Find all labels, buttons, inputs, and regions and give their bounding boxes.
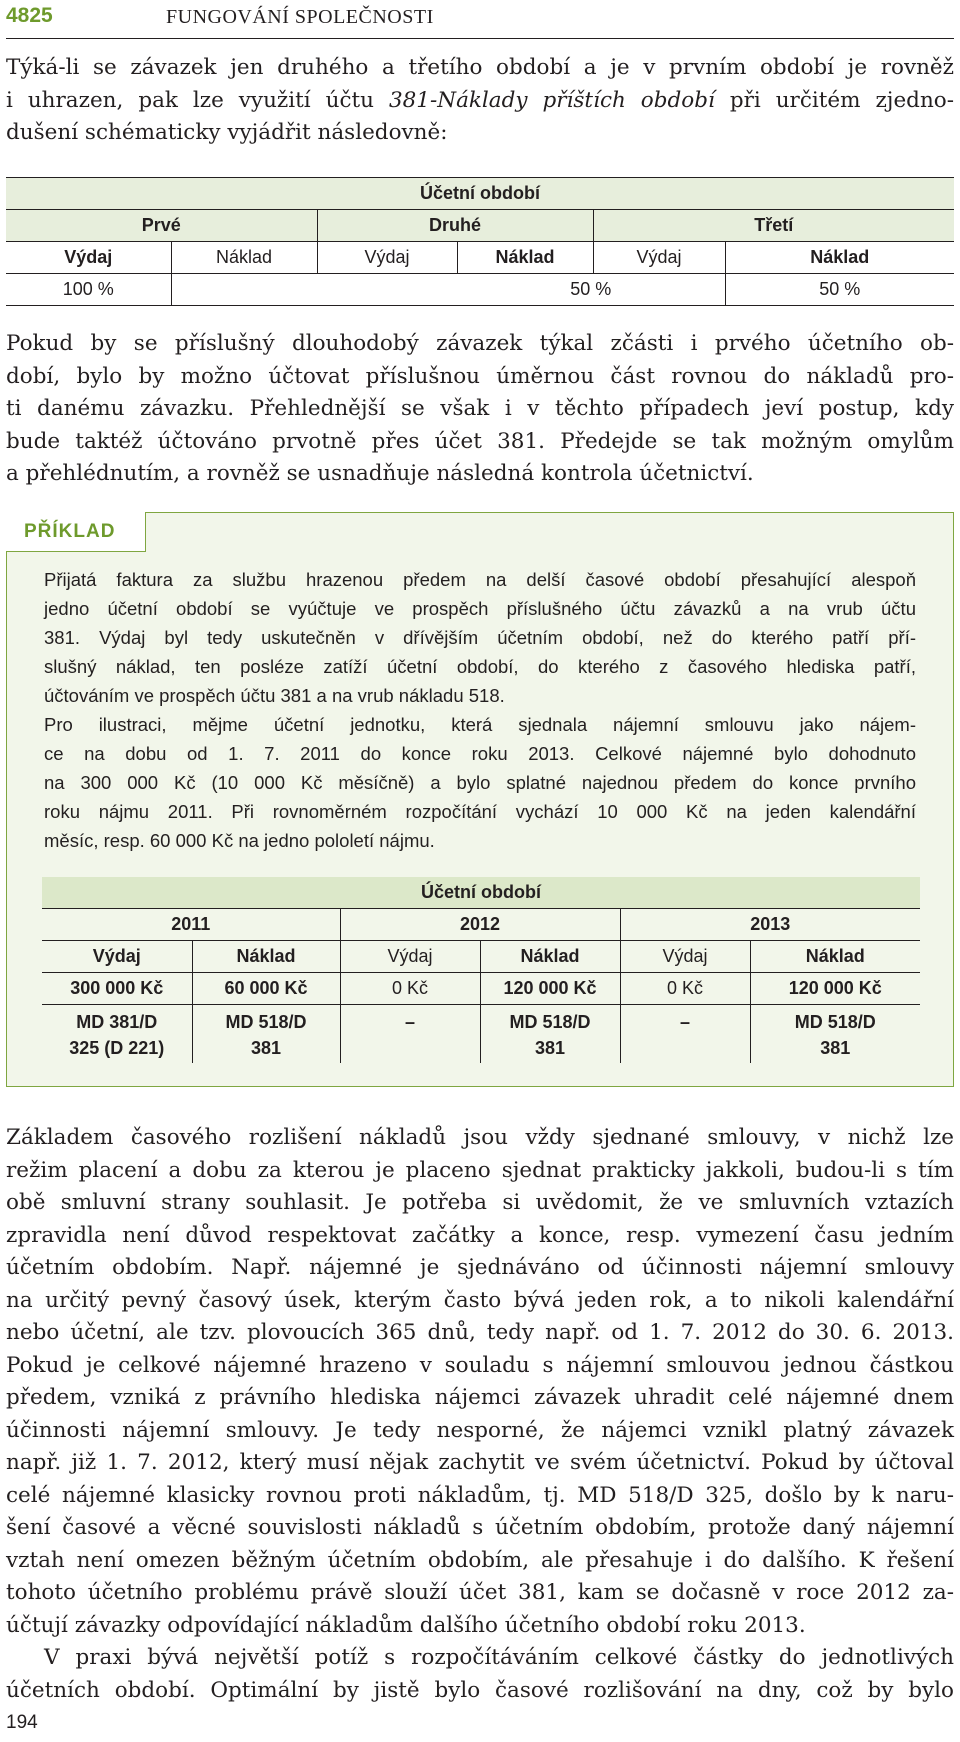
- example-line: měsíc, resp. 60 000 Kč na jedno pololetí nájmu.: [44, 830, 435, 851]
- text-line: vztah není omezen běžným účetním obdobím, ale přesahuje i do dalšího. K řešení: [6, 1547, 954, 1573]
- booking-line: 381: [250, 1038, 282, 1058]
- column-header: Náklad: [480, 941, 620, 973]
- column-header: Náklad: [457, 242, 593, 274]
- booking-line: 325 (D 221): [69, 1038, 165, 1058]
- intro-line: [6, 85, 954, 118]
- table-cell: 0 Kč: [620, 973, 750, 1005]
- column-header: Výdaj: [317, 242, 457, 274]
- table-caption: Účetní období: [42, 877, 920, 909]
- column-header: Náklad: [171, 242, 317, 274]
- table-cell: 120 000 Kč: [750, 973, 920, 1005]
- text-line: účetních období. Optimální by jistě bylo časové rozlišování na dny, což by bylo: [6, 1677, 954, 1703]
- column-header: Výdaj: [42, 941, 192, 973]
- table-caption-row: [6, 178, 954, 210]
- table-cell: 0 Kč: [340, 973, 480, 1005]
- account-name-italic: 381-Náklady příštích období: [388, 87, 715, 113]
- header-section-title: FUNGOVÁNÍ SPOLEČNOSTI: [166, 6, 434, 28]
- example-line: Pro ilustraci, mějme účetní jednotku, která sjednala nájemní smlouvu jako nájem-: [44, 714, 916, 735]
- year-header: 2011: [42, 909, 340, 941]
- text-line: a přehlédnutím, a rovněž se usnadňuje následná kontrola účetnictví.: [6, 461, 754, 486]
- booking-line: 381: [534, 1038, 566, 1058]
- text-line: Pokud je celkové nájemné hrazeno v souladu s nájemní smlouvou jednou částkou: [6, 1352, 954, 1378]
- table-cell: [340, 1005, 480, 1064]
- table-cell: [192, 1005, 340, 1064]
- booking-line: MD 518/D: [509, 1012, 591, 1032]
- table-cell: [480, 1005, 620, 1064]
- text-line: dobí, bylo by možno účtovat příslušnou úměrnou část rovnou do nákladů pro-: [6, 363, 954, 389]
- intro-paragraph: [6, 52, 954, 150]
- example-line: roku nájmu 2011. Při rovnoměrném rozpočítání vychází 10 000 Kč na jeden kalendářní: [44, 801, 916, 822]
- period-header: Třetí: [593, 210, 954, 242]
- text-line: celé nájemné klasicky rovnou proti nákladům, tj. MD 518/D 325, došlo by k naru-: [6, 1482, 954, 1508]
- table-cell: [750, 1005, 920, 1064]
- text-line: šení časové a věcné souvislosti nákladů s účetním obdobím, protože daný nájemní: [6, 1515, 954, 1540]
- table-cell: 300 000 Kč: [42, 973, 192, 1005]
- intro-text: i uhrazen, pak lze využití účtu: [6, 87, 389, 113]
- text-line: tohoto účetního problému právě slouží účet 381, kam se dočasně v roce 2012 za-: [6, 1580, 954, 1605]
- text-line: ti danému závazku. Přehlednější se však i v těchto případech jeví postup, kdy: [6, 396, 954, 421]
- table-cell: [171, 274, 457, 306]
- column-header: Výdaj: [6, 242, 171, 274]
- table-caption: Účetní období: [6, 178, 954, 210]
- text-line: účtují závazky odpovídající nákladům dalšího účetního období roku 2013.: [6, 1612, 806, 1638]
- year-header: 2013: [620, 909, 920, 941]
- period-header: Druhé: [317, 210, 593, 242]
- table-cell: 100 %: [6, 274, 171, 306]
- booking-line: MD 518/D: [794, 1012, 876, 1032]
- example-line: 381. Výdaj byl tedy uskutečněn v dřívějším účetním období, než do kterého patří pří-: [44, 627, 916, 648]
- table-cell: [620, 1005, 750, 1064]
- example-line: na 300 000 Kč (10 000 Kč měsíčně) a bylo splatné najednou předem do konce prvního: [44, 772, 916, 793]
- table-cell: 50 %: [457, 274, 725, 306]
- text-line: předem, vzniká z právního hlediska nájemci závazek uhradit celé nájemné dnem: [6, 1385, 954, 1410]
- example-line: jedno účetní období se vyúčtuje ve prospěch příslušného účtu závazků a na vrub účtu: [44, 598, 916, 619]
- column-header: Výdaj: [340, 941, 480, 973]
- table-cell: 50 %: [725, 274, 954, 306]
- text-line: režim placení a dobu za kterou je placeno sjednat prakticky jakkoli, budou-li s tím: [6, 1157, 954, 1183]
- booking-line: MD 518/D: [225, 1012, 307, 1032]
- year-header: 2012: [340, 909, 620, 941]
- values-row: [6, 274, 954, 306]
- table-caption-row: [42, 877, 920, 909]
- text-line: účinnosti nájemní smlouvy. Je tedy nesporné, že nájemci vznikl platný závazek: [6, 1417, 954, 1443]
- table-cell: 60 000 Kč: [192, 973, 340, 1005]
- table-cell: 120 000 Kč: [480, 973, 620, 1005]
- example-table: [42, 877, 920, 1063]
- booking-line: –: [404, 1012, 415, 1032]
- example-line: ce na dobu od 1. 7. 2011 do konce roku 2013. Celkové nájemné bylo dohodnuto: [44, 743, 916, 764]
- column-header-row: [42, 941, 920, 973]
- example-line: slušný náklad, ten posléze zatíží účetní období, do kterého z časového hlediska patří,: [44, 656, 916, 677]
- paragraph-3: [6, 1122, 954, 1642]
- intro-text: při určitém zjedno-: [714, 87, 954, 113]
- text-line: bude taktéž účtováno prvotně přes účet 381. Předejde se tak možným omylům: [6, 428, 954, 454]
- paragraph-2: [6, 328, 954, 491]
- footer-page-number: 194: [6, 1712, 38, 1733]
- booking-line: MD 381/D: [76, 1012, 158, 1032]
- text-line: obě smluvní strany souhlasit. Je potřeba si uvědomit, že ve smluvních vztazích: [6, 1190, 954, 1215]
- column-header: Náklad: [725, 242, 954, 274]
- table-cell: [42, 1005, 192, 1064]
- text-line: nebo účetní, ale tzv. plovoucích 365 dnů, tedy např. od 1. 7. 2012 do 30. 6. 2013.: [6, 1320, 954, 1345]
- text-line: např. již 1. 7. 2012, který musí nějak zachytit ve svém účetnictví. Pokud by účtoval: [6, 1450, 954, 1475]
- intro-line: dušení schématicky vyjádřit následovně:: [6, 120, 448, 145]
- column-header: Náklad: [750, 941, 920, 973]
- header-page-number: 4825: [6, 4, 53, 27]
- text-line: účetním obdobím. Např. nájemné je sjednáváno od účinnosti nájemní smlouvy: [6, 1255, 954, 1280]
- text-line: zpravidla není důvod respektovat začátky a konce, resp. vymezení času jedním: [6, 1222, 954, 1248]
- year-row: [42, 909, 920, 941]
- text-line: V praxi bývá největší potíž s rozpočítáváním celkové částky do jednotlivých: [44, 1645, 954, 1670]
- column-header-row: [6, 242, 954, 274]
- text-line: Základem časového rozlišení nákladů jsou vždy sjednané smlouvy, v nichž lze: [6, 1125, 954, 1150]
- intro-line: Týká-li se závazek jen druhého a třetího období a je v prvním období je rovněž: [6, 55, 954, 80]
- booking-line: 381: [820, 1038, 851, 1058]
- column-header: Výdaj: [593, 242, 725, 274]
- paragraph-4: [6, 1642, 954, 1707]
- accounting-periods-table: [6, 177, 954, 306]
- example-text: [44, 565, 916, 855]
- period-row: [6, 210, 954, 242]
- column-header: Výdaj: [620, 941, 750, 973]
- column-header: Náklad: [192, 941, 340, 973]
- bookings-row: [42, 1005, 920, 1064]
- header-rule: [6, 38, 954, 39]
- example-label: PŘÍKLAD: [6, 512, 146, 552]
- example-line: Přijatá faktura za službu hrazenou předem na delší časové období přesahující alespoň: [44, 569, 916, 590]
- text-line: Pokud by se příslušný dlouhodobý závazek týkal zčásti i prvého účetního ob-: [6, 331, 954, 356]
- example-line: účtováním ve prospěch účtu 381 a na vrub nákladu 518.: [44, 685, 505, 706]
- text-line: na určitý pevný časový úsek, kterým často bývá jeden rok, a to nikoli kalendářní: [6, 1287, 954, 1313]
- period-header: Prvé: [6, 210, 317, 242]
- amounts-row: [42, 973, 920, 1005]
- booking-line: –: [679, 1012, 690, 1032]
